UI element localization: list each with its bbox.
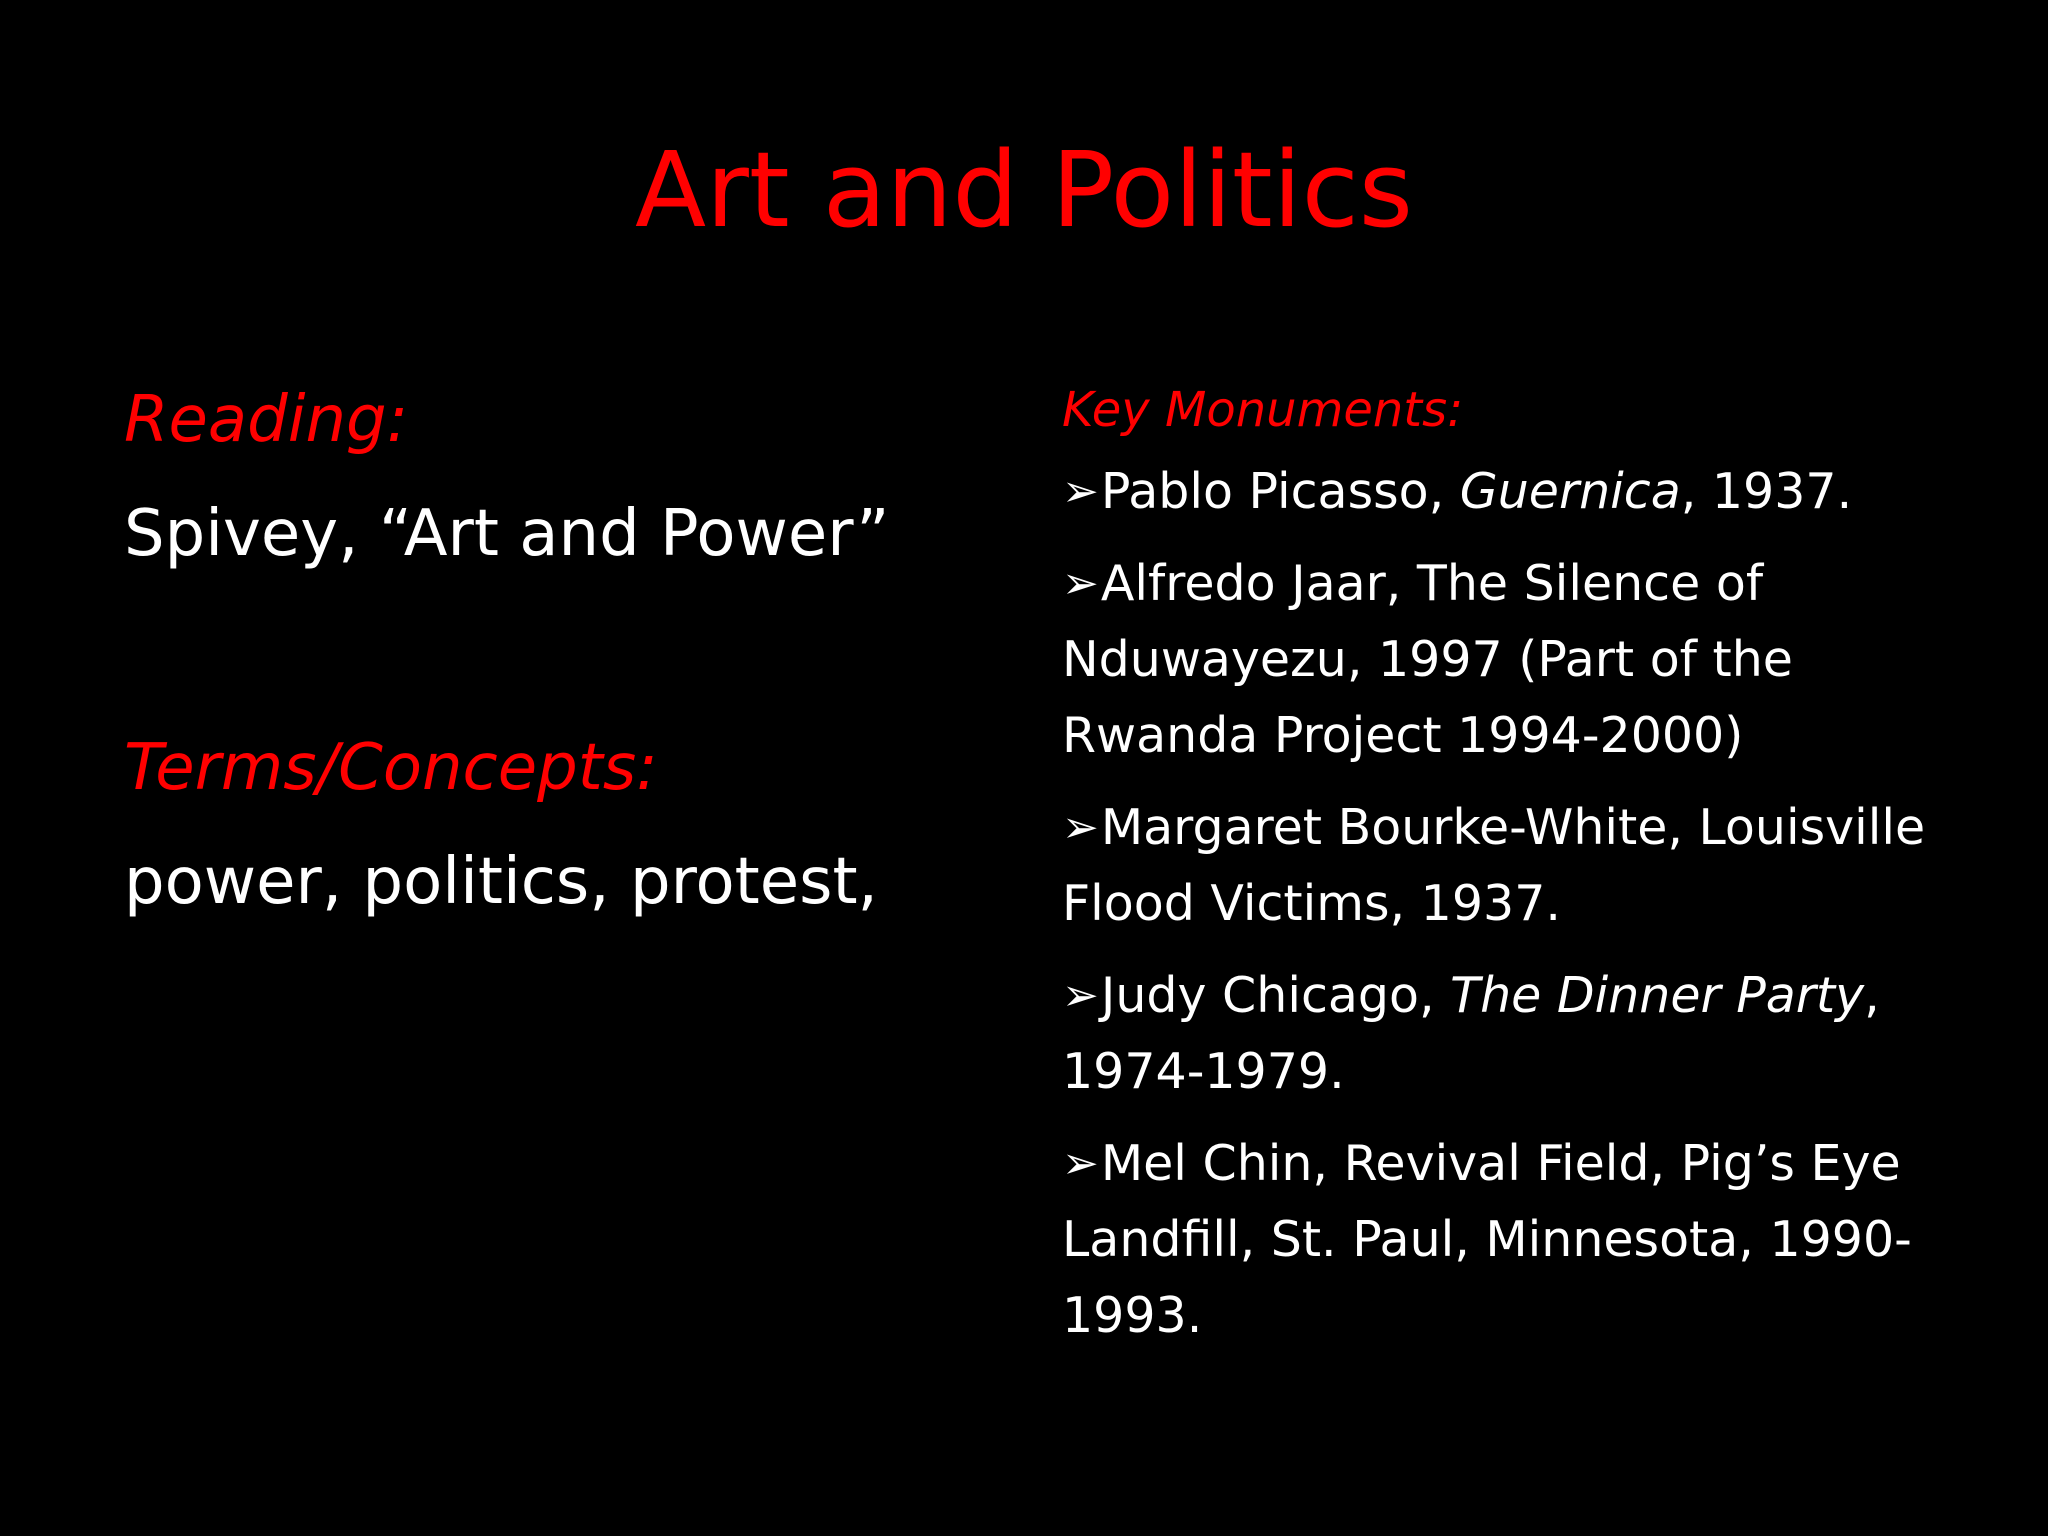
monument-text-after: , 1937. [1680, 463, 1853, 520]
arrow-bullet-icon: ➢ [1062, 1138, 1099, 1189]
monument-item-bourke-white [1062, 790, 2002, 942]
terms-label: Terms/Concepts: [124, 731, 658, 805]
monument-item-chicago [1062, 958, 2002, 1110]
monument-title: The Dinner Party [1450, 967, 1865, 1024]
arrow-bullet-icon: ➢ [1062, 466, 1099, 517]
monument-text: Judy Chicago, [1100, 967, 1451, 1024]
monument-item-chin [1062, 1126, 2002, 1354]
monument-item-jaar [1062, 546, 2002, 774]
slide-title: Art and Politics [635, 129, 1413, 251]
right-column [1062, 378, 2002, 1370]
monument-text: Mel Chin, Revival Field, Pig’s Eye Landfill, St. Paul, Minnesota, 1990-1993. [1062, 1135, 1912, 1344]
monument-item-picasso [1062, 454, 2002, 530]
reading-value: Spivey, “Art and Power” [124, 497, 890, 571]
arrow-bullet-icon: ➢ [1062, 558, 1099, 609]
monument-text: Margaret Bourke-White, Louisville Flood Victims, 1937. [1062, 799, 1926, 932]
arrow-bullet-icon: ➢ [1062, 970, 1099, 1021]
monument-text-after: , 1974-1979. [1062, 967, 1880, 1100]
key-monuments-label: Key Monuments: [1062, 382, 1464, 438]
left-column [124, 378, 1004, 924]
terms-value: power, politics, protest, [124, 845, 878, 919]
monument-text: Pablo Picasso, [1100, 463, 1460, 520]
monument-text: Alfredo Jaar, The Silence of Nduwayezu, 1997 (Part of the Rwanda Project 1994-2000) [1062, 555, 1793, 764]
reading-label: Reading: [124, 383, 409, 457]
arrow-bullet-icon: ➢ [1062, 802, 1099, 853]
monument-title: Guernica [1459, 463, 1681, 520]
